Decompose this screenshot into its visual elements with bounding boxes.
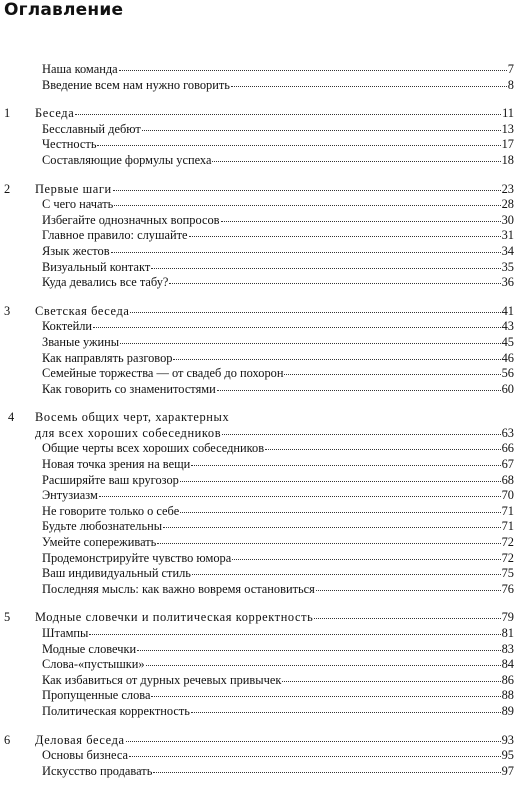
toc-entry-label: Составляющие формулы успеха xyxy=(42,152,212,167)
leader-dots xyxy=(119,70,507,71)
leader-dots xyxy=(191,712,501,713)
toc-entry-page: 8 xyxy=(507,77,514,92)
toc-chapter-2[interactable] xyxy=(0,182,517,198)
chapter-title: для всех хороших собеседников xyxy=(35,425,222,440)
leader-dots xyxy=(99,496,501,497)
chapter-number: 5 xyxy=(4,610,11,625)
chapter-number: 1 xyxy=(4,106,11,121)
toc-entry-page: 45 xyxy=(501,334,514,349)
chapter-page: 79 xyxy=(501,610,514,625)
toc-chapter-5[interactable] xyxy=(0,610,517,626)
toc-entry-page: 60 xyxy=(501,381,514,396)
leader-dots xyxy=(142,130,501,131)
chapter-title: Беседа xyxy=(35,106,75,121)
toc-entry[interactable] xyxy=(0,673,517,689)
toc-entry-label: Штампы xyxy=(42,626,89,640)
toc-entry-page: 72 xyxy=(501,550,514,565)
toc-entry-page: 30 xyxy=(501,212,514,227)
toc-entry-page: 86 xyxy=(501,672,514,687)
toc-entry[interactable] xyxy=(0,275,517,291)
toc-entry-label: Умейте сопереживать xyxy=(42,535,157,550)
leader-dots xyxy=(284,374,500,375)
chapter-page: 23 xyxy=(501,181,514,196)
toc-entry[interactable] xyxy=(0,535,517,551)
toc-chapter-6[interactable] xyxy=(0,733,517,749)
toc-entry[interactable] xyxy=(0,657,517,673)
toc-entry[interactable] xyxy=(0,566,517,582)
toc-entry-label: Званые ужины xyxy=(42,334,120,349)
toc-entry[interactable] xyxy=(0,457,517,473)
leader-dots xyxy=(151,268,500,269)
leader-dots xyxy=(146,665,501,666)
toc-entry[interactable] xyxy=(0,551,517,567)
leader-dots xyxy=(93,327,501,328)
toc-entry-label: Искусство продавать xyxy=(42,763,153,778)
chapter-title: Светская беседа xyxy=(35,303,130,318)
toc-entry-page: 71 xyxy=(501,503,514,518)
toc-entry[interactable] xyxy=(0,748,517,764)
toc-entry-label: Наша команда xyxy=(42,62,118,76)
page-title: Оглавление xyxy=(4,0,124,20)
toc-entry[interactable] xyxy=(0,764,517,780)
toc-entry[interactable] xyxy=(0,366,517,382)
toc-entry-page: 31 xyxy=(501,228,514,243)
toc-entry[interactable] xyxy=(0,504,517,520)
leader-dots xyxy=(232,559,500,560)
toc-entry[interactable] xyxy=(0,260,517,276)
toc-entry-page: 70 xyxy=(501,488,514,503)
chapter-number: 3 xyxy=(4,303,11,318)
toc-entry-label: Расширяйте ваш кругозор xyxy=(42,472,179,487)
toc-entry-label: Продемонстрируйте чувство юмора xyxy=(42,550,232,565)
leader-dots xyxy=(153,772,500,773)
leader-dots xyxy=(114,205,500,206)
toc-entry-label: Энтузиазм xyxy=(42,488,98,503)
leader-dots xyxy=(217,390,501,391)
toc-entry-page: 75 xyxy=(501,566,514,581)
toc-entry-page: 76 xyxy=(501,581,514,596)
chapter-title: Модные словечки и политическая корректность xyxy=(35,610,314,625)
toc-entry[interactable] xyxy=(0,351,517,367)
toc-entry-page: 84 xyxy=(501,657,514,672)
chapter-title: Первые шаги xyxy=(35,181,112,196)
toc-entry-page: 56 xyxy=(501,366,514,381)
leader-dots xyxy=(265,449,501,450)
toc-entry-label: Избегайте однозначных вопросов xyxy=(42,212,220,227)
toc-entry-label: Как направлять разговор xyxy=(42,350,173,365)
toc-entry[interactable] xyxy=(0,78,517,94)
toc-entry-label: Честность xyxy=(42,137,97,152)
leader-dots xyxy=(231,86,507,87)
chapter-title-line1: Восемь общих черт, характерных xyxy=(35,410,230,425)
toc-entry-label: Модные словечки xyxy=(42,641,137,656)
toc-entry-label: Слова-«пустышки» xyxy=(42,657,145,672)
toc-entry[interactable] xyxy=(0,519,517,535)
leader-dots xyxy=(130,312,500,313)
toc-entry-label: Будьте любознательны xyxy=(42,519,163,534)
toc-entry[interactable] xyxy=(0,441,517,457)
toc-entry-page: 97 xyxy=(501,763,514,778)
toc-entry[interactable] xyxy=(0,244,517,260)
toc-entry-label: Как говорить со знаменитостями xyxy=(42,381,216,396)
toc-entry[interactable] xyxy=(0,122,517,138)
chapter-title: Деловая беседа xyxy=(35,732,125,747)
leader-dots xyxy=(173,359,500,360)
toc-entry[interactable] xyxy=(0,626,517,642)
toc-entry-label: С чего начать xyxy=(42,197,114,212)
leader-dots xyxy=(192,574,501,575)
leader-dots xyxy=(222,434,500,435)
toc-entry-page: 89 xyxy=(501,703,514,718)
toc-entry-page: 72 xyxy=(501,535,514,550)
toc-entry-label: Пропущенные слова xyxy=(42,688,151,703)
toc-entry[interactable] xyxy=(0,704,517,720)
leader-dots xyxy=(120,343,500,344)
toc-chapter-3[interactable] xyxy=(0,304,517,320)
toc-entry-label: Новая точка зрения на вещи xyxy=(42,457,191,472)
leader-dots xyxy=(113,190,501,191)
leader-dots xyxy=(157,543,500,544)
toc-entry-page: 36 xyxy=(501,275,514,290)
toc-entry-label: Язык жестов xyxy=(42,243,110,258)
toc-entry[interactable] xyxy=(0,319,517,335)
toc-chapter-4[interactable] xyxy=(0,426,517,442)
leader-dots xyxy=(191,465,500,466)
toc-entry[interactable] xyxy=(0,642,517,658)
table-of-contents xyxy=(0,62,517,779)
leader-dots xyxy=(180,481,501,482)
leader-dots xyxy=(282,681,500,682)
chapter-page: 93 xyxy=(501,732,514,747)
leader-dots xyxy=(314,618,500,619)
toc-entry-page: 46 xyxy=(501,350,514,365)
toc-chapter-4-title-line1[interactable] xyxy=(0,410,517,426)
toc-entry-label: Коктейли xyxy=(42,319,93,334)
chapter-page: 11 xyxy=(502,106,514,121)
toc-entry-label: Основы бизнеса xyxy=(42,748,128,763)
leader-dots xyxy=(169,283,500,284)
toc-entry[interactable] xyxy=(0,382,517,398)
toc-entry-page: 13 xyxy=(501,121,514,136)
toc-entry-page: 83 xyxy=(501,641,514,656)
toc-entry[interactable] xyxy=(0,213,517,229)
toc-entry[interactable] xyxy=(0,62,517,78)
leader-dots xyxy=(137,650,500,651)
toc-entry-label: Куда девались все табу? xyxy=(42,275,169,290)
leader-dots xyxy=(316,590,501,591)
toc-entry-page: 28 xyxy=(501,197,514,212)
toc-entry-page: 67 xyxy=(501,457,514,472)
toc-entry[interactable] xyxy=(0,153,517,169)
chapter-page: 41 xyxy=(501,303,514,318)
toc-entry-page: 34 xyxy=(501,243,514,258)
chapter-number: 4 xyxy=(8,410,15,425)
leader-dots xyxy=(97,145,500,146)
toc-entry-label: Не говорите только о себе xyxy=(42,503,180,518)
toc-entry[interactable] xyxy=(0,488,517,504)
leader-dots xyxy=(212,161,500,162)
toc-entry[interactable] xyxy=(0,473,517,489)
toc-entry-label: Визуальный контакт xyxy=(42,259,151,274)
toc-entry-page: 18 xyxy=(501,152,514,167)
toc-entry-label: Политическая корректность xyxy=(42,703,190,718)
chapter-number: 2 xyxy=(4,181,11,196)
toc-entry-label: Как избавиться от дурных речевых привычек xyxy=(42,672,282,687)
toc-entry-label: Главное правило: слушайте xyxy=(42,228,188,243)
toc-entry-label: Введение всем нам нужно говорить xyxy=(42,77,230,92)
toc-entry-page: 68 xyxy=(501,472,514,487)
leader-dots xyxy=(151,696,500,697)
toc-chapter-1[interactable] xyxy=(0,106,517,122)
toc-entry-label: Семейные торжества — от свадеб до похорон xyxy=(42,366,284,381)
toc-entry-label: Ваш индивидуальный стиль xyxy=(42,566,191,581)
toc-entry-label: Общие черты всех хороших собеседников xyxy=(42,441,265,456)
toc-entry-page: 88 xyxy=(501,688,514,703)
toc-entry-page: 66 xyxy=(501,441,514,456)
leader-dots xyxy=(129,756,501,757)
toc-entry-label: Бесславный дебют xyxy=(42,121,141,136)
toc-entry[interactable] xyxy=(0,228,517,244)
leader-dots xyxy=(75,114,501,115)
toc-entry[interactable] xyxy=(0,197,517,213)
toc-entry-page: 17 xyxy=(501,137,514,152)
chapter-page: 63 xyxy=(501,425,514,440)
leader-dots xyxy=(180,512,500,513)
toc-entry[interactable] xyxy=(0,137,517,153)
toc-entry-page: 71 xyxy=(501,519,514,534)
leader-dots xyxy=(89,634,500,635)
leader-dots xyxy=(111,252,501,253)
toc-entry[interactable] xyxy=(0,582,517,598)
toc-entry-page: 81 xyxy=(501,626,514,640)
toc-entry[interactable] xyxy=(0,335,517,351)
toc-entry-page: 7 xyxy=(507,62,514,76)
toc-entry-page: 35 xyxy=(501,259,514,274)
toc-entry-page: 95 xyxy=(501,748,514,763)
toc-entry[interactable] xyxy=(0,688,517,704)
chapter-number: 6 xyxy=(4,732,11,747)
leader-dots xyxy=(189,236,501,237)
toc-entry-page: 43 xyxy=(501,319,514,334)
leader-dots xyxy=(126,741,501,742)
leader-dots xyxy=(163,527,501,528)
leader-dots xyxy=(221,221,501,222)
toc-entry-label: Последняя мысль: как важно вовремя остановиться xyxy=(42,581,315,596)
